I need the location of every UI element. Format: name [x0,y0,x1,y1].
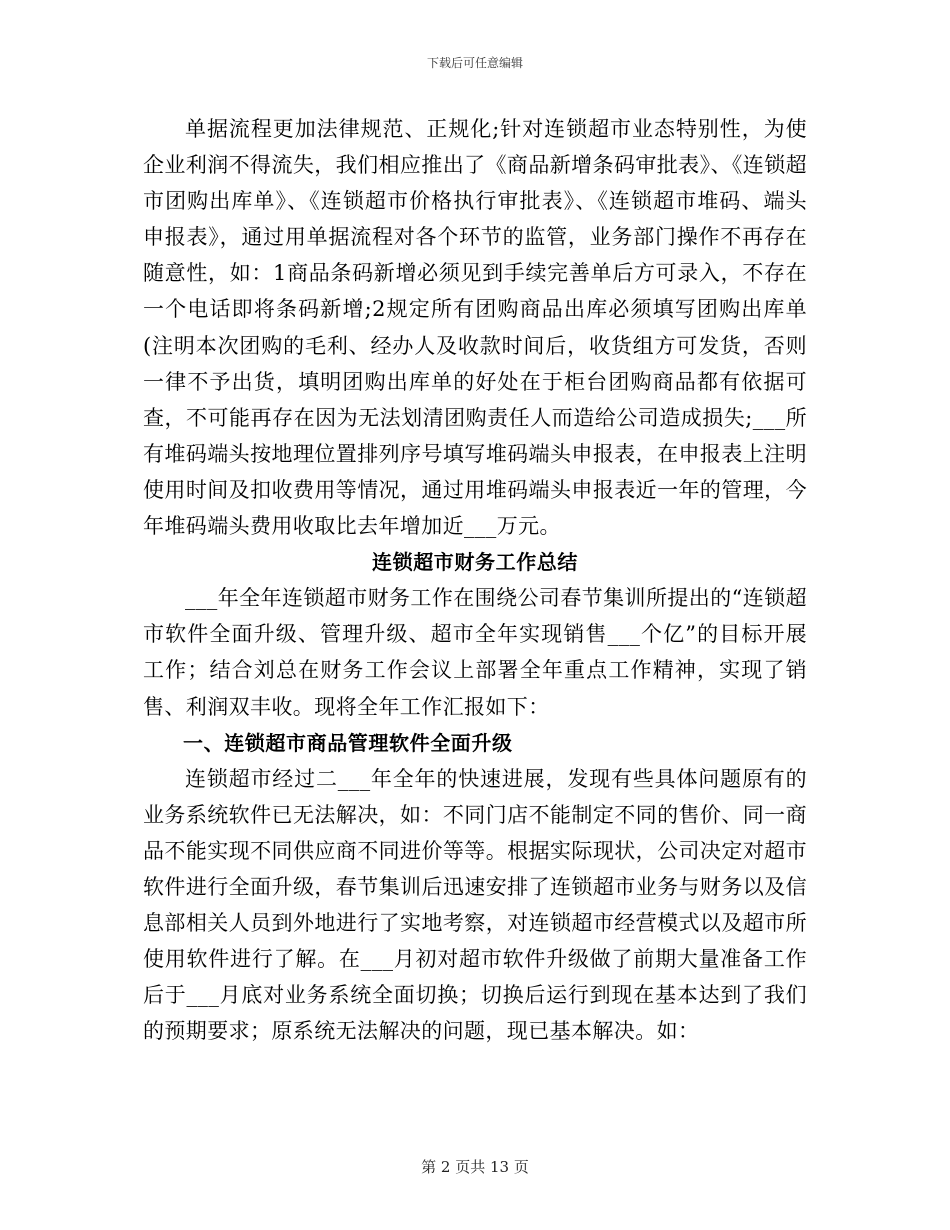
document-body [143,111,807,1049]
section-title: 连锁超市财务工作总结 [372,550,578,575]
page-header-note: 下载后可任意编辑 [426,56,523,70]
section-heading-software-upgrade: 一、连锁超市商品管理软件全面升级 [183,730,513,755]
paragraph-software-upgrade: 连锁超市经过二___年全年的快速进展，发现有些具体问题原有的业务系统软件已无法解决，如：不同门店不能制定不同的售价、同一商品不能实现不同供应商不同进价等等。根据实际现状，公司决定对超市软件进行全面升级，春节集训后迅速安排了连锁超市业务与财务以及信息部相关人员到外地进行了实地考察，对连锁超市经营模式以及超市所使用软件进行了解。在___月初对超市软件升级做了前期大量准备工作后于___月底对业务系统全面切换；切换后运行到现在基本达到了我们的预期要求；原系统无法解决的问题，现已基本解决。如： [143,766,807,1044]
page-number-footer: 第 2 页共 13 页 [421,1158,529,1176]
paragraph-billing-process: 单据流程更加法律规范、正规化;针对连锁超市业态特别性，为使企业利润不得流失，我们相应推出了《商品新增条码审批表》、《连锁超市团购出库单》、《连锁超市价格执行审批表》、《连锁超市堆码、端头申报表》，通过用单据流程对各个环节的监管，业务部门操作不再存在随意性，如：1商品条码新增必须见到手续完善单后方可录入，不存在一个电话即将条码新增;2规定所有团购商品出库必须填写团购出库单(注明本次团购的毛利、经办人及收款时间后，收货组方可发货，否则一律不予出货，填明团购出库单的好处在于柜台团购商品都有依据可查，不可能再存在因为无法划清团购责任人而造给公司造成损失;___所有堆码端头按地理位置排列序号填写堆码端头申报表，在申报表上注明使用时间及扣收费用等情况，通过用堆码端头申报表近一年的管理，今年堆码端头费用收取比去年增加近___万元。 [143,117,807,539]
paragraph-annual-summary: ___年全年连锁超市财务工作在围绕公司春节集训所提出的“连锁超市软件全面升级、管理升级、超市全年实现销售___个亿”的目标开展工作；结合刘总在财务工作会议上部署全年重点工作精神，实现了销售、利润双丰收。现将全年工作汇报如下： [143,586,807,719]
